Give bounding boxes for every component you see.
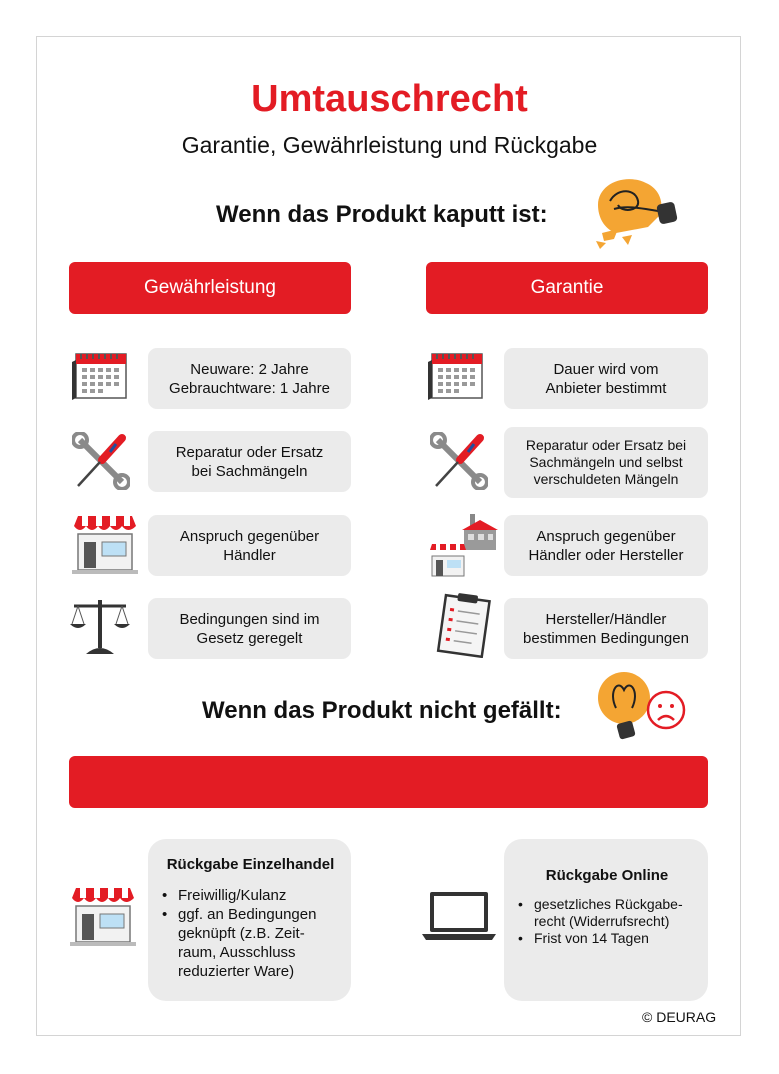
bulb-sad-icon	[594, 668, 692, 746]
shop-icon	[72, 514, 138, 574]
scales-icon	[68, 596, 132, 658]
left-box-duration	[148, 348, 351, 409]
box-text-line: Reparatur oder Ersatz	[175, 443, 324, 461]
list-item-text: recht (Widerrufsrecht)	[534, 913, 670, 929]
box-text-line: Reparatur oder Ersatz bei	[525, 437, 687, 453]
section-heading-broken: Wenn das Produkt kaputt ist:	[216, 201, 548, 228]
calendar-icon	[426, 350, 488, 402]
page-title: Umtauschrecht	[251, 78, 528, 120]
list-item-text: raum, Ausschluss	[178, 944, 296, 961]
box-text-line: bei Sachmängeln	[191, 462, 308, 480]
left-box-claim	[148, 515, 351, 576]
garantie-header: Garantie	[426, 262, 708, 314]
list-item-text: reduzierter Ware)	[178, 963, 295, 980]
broken-bulb-icon	[588, 175, 688, 250]
list-item-text: geknüpft (z.B. Zeit-	[178, 925, 305, 942]
right-box-conditions	[504, 598, 708, 659]
list-item-text: gesetzliches Rückgabe-	[534, 896, 683, 912]
box-text-line: bestimmen Bedingungen	[523, 629, 689, 647]
online-return-title: Rückgabe Online	[545, 867, 669, 884]
online-return-list	[516, 896, 698, 947]
page-subtitle: Garantie, Gewährleistung und Rückgabe	[181, 132, 598, 158]
right-box-repair	[504, 427, 708, 498]
box-text-line: Händler oder Hersteller	[528, 546, 684, 564]
retail-return-box	[148, 839, 351, 1001]
box-text-line: Anspruch gegenüber	[179, 527, 320, 545]
box-text-line: Händler	[223, 546, 276, 564]
list-item	[160, 905, 341, 981]
retail-return-list	[160, 886, 341, 981]
clipboard-icon	[436, 592, 492, 658]
box-text-line: Bedingungen sind im	[179, 610, 320, 628]
shop-factory-icon	[428, 512, 500, 578]
list-item	[516, 896, 698, 930]
return-header-bar	[69, 756, 708, 808]
left-box-conditions	[148, 598, 351, 659]
laptop-icon	[420, 890, 498, 942]
calendar-icon	[70, 350, 132, 402]
box-text-line: Anbieter bestimmt	[545, 379, 667, 397]
box-text-line: Sachmängeln und selbst	[529, 454, 683, 470]
section-heading-dislike: Wenn das Produkt nicht gefällt:	[202, 697, 562, 724]
shop-icon	[70, 886, 136, 946]
box-text-line: Neuware: 2 Jahre	[190, 360, 309, 378]
box-text-line: verschuldeten Mängeln	[533, 471, 679, 487]
list-item-text: Frist von 14 Tagen	[534, 930, 649, 946]
left-box-repair	[148, 431, 351, 492]
copyright: © DEURAG	[642, 1009, 717, 1025]
box-text-line: Gebrauchtware: 1 Jahre	[169, 379, 330, 397]
retail-return-title: Rückgabe Einzelhandel	[166, 856, 335, 873]
online-return-box	[504, 839, 708, 1001]
list-item	[516, 930, 698, 947]
list-item	[160, 886, 341, 905]
box-text-line: Gesetz geregelt	[196, 629, 303, 647]
box-text-line: Hersteller/Händler	[545, 610, 667, 628]
box-text-line: Dauer wird vom	[553, 360, 659, 378]
list-item-text: ggf. an Bedingungen	[178, 906, 317, 923]
gewaehrleistung-header: Gewährleistung	[69, 262, 351, 314]
tools-icon	[430, 432, 488, 490]
tools-icon	[72, 432, 130, 490]
list-item-text: Freiwillig/Kulanz	[178, 887, 287, 904]
right-box-claim	[504, 515, 708, 576]
right-box-duration	[504, 348, 708, 409]
box-text-line: Anspruch gegenüber	[536, 527, 676, 545]
